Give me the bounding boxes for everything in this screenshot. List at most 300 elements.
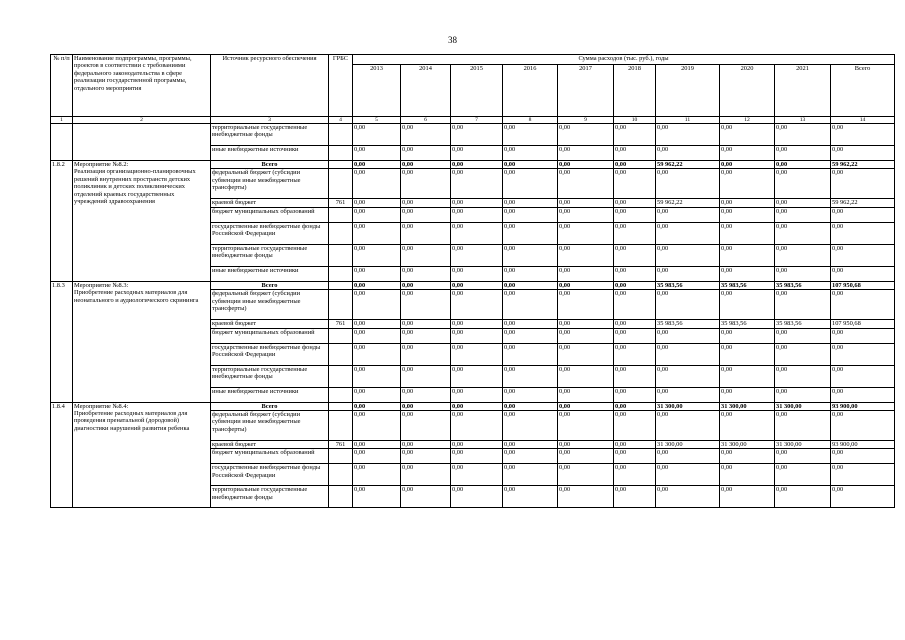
amount-cell: 0,00: [720, 161, 775, 169]
grbs-code: [329, 402, 353, 410]
column-number-row: [51, 117, 895, 124]
grbs-code: [329, 207, 353, 222]
amount-cell: 0,00: [558, 207, 614, 222]
amount-cell: 0,00: [656, 449, 720, 464]
amount-cell: 0,00: [775, 146, 831, 161]
amount-cell: 0,00: [656, 207, 720, 222]
grbs-code: [329, 464, 353, 486]
amount-cell: 0,00: [656, 146, 720, 161]
amount-cell: 0,00: [775, 244, 831, 266]
amount-cell: 0,00: [720, 387, 775, 402]
amount-cell: 31 300,00: [720, 441, 775, 449]
amount-cell: 0,00: [831, 146, 895, 161]
item-name-cell: [73, 402, 211, 508]
amount-cell: 31 300,00: [656, 402, 720, 410]
amount-cell: 0,00: [558, 290, 614, 320]
amount-cell: 0,00: [558, 124, 614, 146]
amount-cell: 59 962,22: [656, 161, 720, 169]
amount-cell: 0,00: [558, 387, 614, 402]
amount-cell: 0,00: [720, 343, 775, 365]
amount-cell: 0,00: [656, 411, 720, 441]
column-number: 13: [775, 117, 831, 124]
table-row: [51, 281, 895, 289]
grbs-code: 761: [329, 441, 353, 449]
item-description: Приобретение расходных материалов для неонатального и аудиологического скрининга: [74, 289, 199, 304]
amount-cell: 0,00: [503, 146, 558, 161]
amount-cell: 0,00: [401, 281, 451, 289]
amount-cell: 0,00: [720, 328, 775, 343]
amount-cell: 0,00: [720, 449, 775, 464]
amount-cell: 0,00: [401, 199, 451, 207]
amount-cell: 0,00: [558, 281, 614, 289]
grbs-code: [329, 244, 353, 266]
amount-cell: 31 300,00: [720, 402, 775, 410]
amount-cell: 0,00: [503, 320, 558, 328]
amount-cell: 0,00: [353, 328, 401, 343]
amount-cell: 0,00: [558, 411, 614, 441]
amount-cell: 0,00: [353, 290, 401, 320]
amount-cell: 0,00: [558, 320, 614, 328]
amount-cell: 0,00: [401, 411, 451, 441]
amount-cell: 0,00: [614, 146, 656, 161]
amount-cell: 0,00: [720, 464, 775, 486]
amount-cell: 0,00: [775, 411, 831, 441]
amount-cell: 0,00: [401, 328, 451, 343]
amount-cell: 35 983,56: [656, 281, 720, 289]
funding-source: Всего: [211, 161, 329, 169]
amount-cell: 0,00: [614, 365, 656, 387]
grbs-code: [329, 411, 353, 441]
amount-cell: 0,00: [558, 449, 614, 464]
amount-cell: 0,00: [558, 161, 614, 169]
amount-cell: 0,00: [503, 486, 558, 508]
amount-cell: 0,00: [503, 124, 558, 146]
amount-cell: 0,00: [614, 320, 656, 328]
amount-cell: 0,00: [353, 281, 401, 289]
column-number: 3: [211, 117, 329, 124]
funding-source: территориальные государственные внебюджетные фонды: [211, 486, 329, 508]
amount-cell: 0,00: [720, 124, 775, 146]
amount-cell: 0,00: [831, 343, 895, 365]
amount-cell: 35 983,56: [656, 320, 720, 328]
amount-cell: 0,00: [831, 290, 895, 320]
header-col-grbs: ГРБС: [329, 55, 353, 117]
amount-cell: 0,00: [451, 402, 503, 410]
amount-cell: 0,00: [656, 486, 720, 508]
grbs-code: 761: [329, 320, 353, 328]
amount-cell: 0,00: [401, 486, 451, 508]
amount-cell: 0,00: [720, 411, 775, 441]
amount-cell: 0,00: [503, 207, 558, 222]
funding-source: федеральный бюджет (субсидии субвенции иные межбюджетные трансферты): [211, 169, 329, 199]
amount-cell: 0,00: [558, 365, 614, 387]
grbs-code: [329, 169, 353, 199]
amount-cell: 0,00: [503, 161, 558, 169]
amount-cell: 0,00: [451, 320, 503, 328]
funding-source: государственные внебюджетные фонды Российской Федерации: [211, 464, 329, 486]
amount-cell: 0,00: [614, 169, 656, 199]
header-year: 2015: [451, 65, 503, 117]
amount-cell: 0,00: [353, 449, 401, 464]
amount-cell: 0,00: [558, 244, 614, 266]
amount-cell: 0,00: [451, 169, 503, 199]
column-number: 11: [656, 117, 720, 124]
amount-cell: 0,00: [451, 486, 503, 508]
amount-cell: 0,00: [656, 328, 720, 343]
amount-cell: 0,00: [831, 486, 895, 508]
grbs-code: [329, 387, 353, 402]
amount-cell: 0,00: [401, 290, 451, 320]
amount-cell: 31 300,00: [656, 441, 720, 449]
item-description: Приобретение расходных материалов для проведения пренатальной (дородовой) диагностики нарушений развития ребенка: [74, 410, 190, 432]
amount-cell: 0,00: [401, 365, 451, 387]
amount-cell: 0,00: [451, 343, 503, 365]
amount-cell: 0,00: [614, 402, 656, 410]
item-title: Мероприятие №8.4:: [74, 402, 129, 410]
amount-cell: 0,00: [656, 464, 720, 486]
column-number: 4: [329, 117, 353, 124]
amount-cell: 0,00: [614, 266, 656, 281]
amount-cell: 0,00: [401, 161, 451, 169]
amount-cell: 0,00: [720, 146, 775, 161]
amount-cell: 0,00: [503, 387, 558, 402]
column-number: 7: [451, 117, 503, 124]
amount-cell: 0,00: [775, 290, 831, 320]
amount-cell: 0,00: [353, 402, 401, 410]
amount-cell: 0,00: [353, 486, 401, 508]
amount-cell: 0,00: [503, 402, 558, 410]
amount-cell: 0,00: [775, 169, 831, 199]
funding-source: Всего: [211, 402, 329, 410]
amount-cell: 0,00: [614, 343, 656, 365]
grbs-code: [329, 365, 353, 387]
amount-cell: 0,00: [401, 222, 451, 244]
amount-cell: 0,00: [353, 199, 401, 207]
item-title: Мероприятие №8.3:: [74, 281, 129, 289]
amount-cell: 0,00: [353, 266, 401, 281]
column-number: 8: [503, 117, 558, 124]
amount-cell: 0,00: [831, 411, 895, 441]
amount-cell: 0,00: [831, 244, 895, 266]
funding-source: федеральный бюджет (субсидии субвенции иные межбюджетные трансферты): [211, 411, 329, 441]
amount-cell: 0,00: [720, 169, 775, 199]
amount-cell: 0,00: [656, 387, 720, 402]
grbs-code: [329, 281, 353, 289]
amount-cell: 107 950,68: [831, 281, 895, 289]
amount-cell: 0,00: [558, 402, 614, 410]
amount-cell: 31 300,00: [775, 441, 831, 449]
amount-cell: 0,00: [353, 320, 401, 328]
funding-source: федеральный бюджет (субсидии субвенции иные межбюджетные трансферты): [211, 290, 329, 320]
amount-cell: 0,00: [401, 146, 451, 161]
amount-cell: 0,00: [353, 124, 401, 146]
amount-cell: 0,00: [451, 207, 503, 222]
amount-cell: 0,00: [656, 266, 720, 281]
amount-cell: 35 983,56: [775, 320, 831, 328]
header-year: Всего: [831, 65, 895, 117]
amount-cell: 59 962,22: [831, 199, 895, 207]
amount-cell: 0,00: [831, 387, 895, 402]
amount-cell: 0,00: [451, 441, 503, 449]
grbs-code: [329, 222, 353, 244]
amount-cell: 0,00: [775, 124, 831, 146]
funding-source: государственные внебюджетные фонды Российской Федерации: [211, 343, 329, 365]
amount-cell: 0,00: [451, 124, 503, 146]
amount-cell: 0,00: [558, 486, 614, 508]
grbs-code: [329, 486, 353, 508]
amount-cell: 0,00: [720, 266, 775, 281]
amount-cell: 0,00: [775, 387, 831, 402]
amount-cell: 0,00: [614, 124, 656, 146]
table-body: [51, 124, 895, 508]
funding-source: краевой бюджет: [211, 199, 329, 207]
amount-cell: 0,00: [614, 207, 656, 222]
grbs-code: [329, 124, 353, 146]
amount-cell: 0,00: [775, 365, 831, 387]
amount-cell: 0,00: [353, 411, 401, 441]
amount-cell: 0,00: [775, 449, 831, 464]
column-number: 12: [720, 117, 775, 124]
amount-cell: 0,00: [775, 486, 831, 508]
item-title: Мероприятие №8.2:: [74, 161, 129, 168]
budget-table: [50, 54, 895, 508]
funding-source: территориальные государственные внебюджетные фонды: [211, 365, 329, 387]
amount-cell: 0,00: [558, 169, 614, 199]
amount-cell: 0,00: [614, 244, 656, 266]
amount-cell: 0,00: [720, 244, 775, 266]
amount-cell: 93 900,00: [831, 402, 895, 410]
amount-cell: 0,00: [451, 290, 503, 320]
amount-cell: 0,00: [720, 486, 775, 508]
amount-cell: 0,00: [614, 161, 656, 169]
amount-cell: 0,00: [451, 161, 503, 169]
amount-cell: 0,00: [353, 146, 401, 161]
amount-cell: 0,00: [503, 365, 558, 387]
amount-cell: 0,00: [614, 441, 656, 449]
amount-cell: 0,00: [614, 290, 656, 320]
amount-cell: 0,00: [831, 169, 895, 199]
amount-cell: 0,00: [775, 328, 831, 343]
grbs-code: [329, 449, 353, 464]
amount-cell: 0,00: [831, 266, 895, 281]
amount-cell: 59 962,22: [656, 199, 720, 207]
header-sum-group: Сумма расходов (тыс. руб.), годы: [353, 55, 895, 65]
amount-cell: 0,00: [831, 449, 895, 464]
amount-cell: 0,00: [831, 365, 895, 387]
funding-source: краевой бюджет: [211, 441, 329, 449]
column-number: 14: [831, 117, 895, 124]
amount-cell: 93 900,00: [831, 441, 895, 449]
amount-cell: 0,00: [831, 222, 895, 244]
amount-cell: 0,00: [558, 441, 614, 449]
amount-cell: 0,00: [503, 411, 558, 441]
amount-cell: 0,00: [451, 266, 503, 281]
amount-cell: 0,00: [614, 464, 656, 486]
amount-cell: 0,00: [503, 464, 558, 486]
grbs-code: [329, 290, 353, 320]
grbs-code: [329, 146, 353, 161]
amount-cell: 0,00: [353, 343, 401, 365]
amount-cell: 0,00: [451, 365, 503, 387]
amount-cell: 31 300,00: [775, 402, 831, 410]
funding-source: краевой бюджет: [211, 320, 329, 328]
amount-cell: 0,00: [401, 402, 451, 410]
amount-cell: 0,00: [451, 464, 503, 486]
amount-cell: 0,00: [401, 169, 451, 199]
table-header: [51, 55, 895, 124]
amount-cell: 0,00: [614, 411, 656, 441]
header-row-1: [51, 55, 895, 65]
amount-cell: 0,00: [353, 464, 401, 486]
amount-cell: 0,00: [353, 244, 401, 266]
amount-cell: 0,00: [401, 449, 451, 464]
amount-cell: 0,00: [503, 441, 558, 449]
amount-cell: 0,00: [353, 161, 401, 169]
amount-cell: 0,00: [614, 486, 656, 508]
amount-cell: 0,00: [451, 387, 503, 402]
amount-cell: 0,00: [720, 365, 775, 387]
funding-source: иные внебюджетные источники: [211, 387, 329, 402]
column-number: 2: [73, 117, 211, 124]
amount-cell: 0,00: [451, 199, 503, 207]
amount-cell: 0,00: [401, 207, 451, 222]
header-year: 2021: [775, 65, 831, 117]
amount-cell: 0,00: [503, 328, 558, 343]
amount-cell: 0,00: [775, 222, 831, 244]
header-year: 2020: [720, 65, 775, 117]
amount-cell: 0,00: [656, 169, 720, 199]
amount-cell: 0,00: [503, 199, 558, 207]
amount-cell: 0,00: [558, 199, 614, 207]
amount-cell: 0,00: [353, 387, 401, 402]
amount-cell: 0,00: [558, 328, 614, 343]
grbs-code: [329, 343, 353, 365]
amount-cell: 0,00: [720, 199, 775, 207]
amount-cell: 35 983,56: [775, 281, 831, 289]
header-year: 2017: [558, 65, 614, 117]
amount-cell: 0,00: [614, 449, 656, 464]
table-row: [51, 161, 895, 169]
amount-cell: 0,00: [353, 169, 401, 199]
amount-cell: 0,00: [656, 124, 720, 146]
funding-source: иные внебюджетные источники: [211, 146, 329, 161]
amount-cell: 0,00: [353, 222, 401, 244]
column-number: 10: [614, 117, 656, 124]
item-number: 1.8.2: [51, 161, 73, 282]
amount-cell: 0,00: [401, 343, 451, 365]
amount-cell: 0,00: [831, 207, 895, 222]
amount-cell: 35 983,56: [720, 281, 775, 289]
item-name-cell: [73, 281, 211, 402]
funding-source: Всего: [211, 281, 329, 289]
amount-cell: 0,00: [656, 365, 720, 387]
header-col-no: № п/п: [51, 55, 73, 117]
header-year: 2013: [353, 65, 401, 117]
amount-cell: 0,00: [558, 266, 614, 281]
amount-cell: 0,00: [503, 266, 558, 281]
amount-cell: 0,00: [353, 441, 401, 449]
item-number: 1.8.3: [51, 281, 73, 402]
amount-cell: 0,00: [614, 222, 656, 244]
column-number: 5: [353, 117, 401, 124]
column-number: 1: [51, 117, 73, 124]
amount-cell: 0,00: [720, 290, 775, 320]
amount-cell: 59 962,22: [831, 161, 895, 169]
amount-cell: 0,00: [451, 146, 503, 161]
amount-cell: 0,00: [451, 281, 503, 289]
amount-cell: 0,00: [614, 387, 656, 402]
amount-cell: 0,00: [451, 244, 503, 266]
table-row: [51, 124, 895, 146]
amount-cell: 0,00: [451, 449, 503, 464]
amount-cell: 0,00: [720, 222, 775, 244]
item-number: [51, 124, 73, 161]
item-number: 1.8.4: [51, 402, 73, 508]
amount-cell: 0,00: [656, 222, 720, 244]
amount-cell: 0,00: [656, 290, 720, 320]
amount-cell: 0,00: [401, 464, 451, 486]
funding-source: бюджет муниципальных образований: [211, 449, 329, 464]
amount-cell: 0,00: [503, 449, 558, 464]
amount-cell: 0,00: [720, 207, 775, 222]
grbs-code: 761: [329, 199, 353, 207]
amount-cell: 107 950,68: [831, 320, 895, 328]
amount-cell: 0,00: [775, 199, 831, 207]
header-col-source: Источник ресурсного обеспечения: [211, 55, 329, 117]
amount-cell: 0,00: [558, 146, 614, 161]
amount-cell: 0,00: [503, 343, 558, 365]
funding-source: территориальные государственные внебюджетные фонды: [211, 244, 329, 266]
amount-cell: 0,00: [503, 169, 558, 199]
amount-cell: 0,00: [614, 328, 656, 343]
amount-cell: 0,00: [775, 161, 831, 169]
item-name-cell: [73, 161, 211, 282]
page-number: 38: [448, 35, 457, 45]
amount-cell: 0,00: [451, 328, 503, 343]
amount-cell: 0,00: [401, 266, 451, 281]
amount-cell: 0,00: [401, 387, 451, 402]
amount-cell: 0,00: [656, 343, 720, 365]
amount-cell: 0,00: [775, 266, 831, 281]
amount-cell: 0,00: [558, 464, 614, 486]
amount-cell: 0,00: [401, 441, 451, 449]
amount-cell: 0,00: [503, 281, 558, 289]
amount-cell: 0,00: [775, 343, 831, 365]
amount-cell: 0,00: [558, 343, 614, 365]
item-description: Реализация организационно-планировочных решений внутренних пространств детских поликлиник и детских поликлинических отделений краевых государственных учреждений здравоохранения: [74, 168, 196, 206]
header-year: 2019: [656, 65, 720, 117]
header-year: 2014: [401, 65, 451, 117]
amount-cell: 0,00: [831, 328, 895, 343]
table-row: [51, 402, 895, 410]
header-year: 2016: [503, 65, 558, 117]
amount-cell: 0,00: [831, 464, 895, 486]
amount-cell: 0,00: [353, 365, 401, 387]
amount-cell: 0,00: [401, 124, 451, 146]
amount-cell: 0,00: [614, 281, 656, 289]
funding-source: государственные внебюджетные фонды Российской Федерации: [211, 222, 329, 244]
amount-cell: 0,00: [831, 124, 895, 146]
grbs-code: [329, 266, 353, 281]
column-number: 9: [558, 117, 614, 124]
funding-source: бюджет муниципальных образований: [211, 207, 329, 222]
amount-cell: 0,00: [614, 199, 656, 207]
funding-source: бюджет муниципальных образований: [211, 328, 329, 343]
amount-cell: 0,00: [558, 222, 614, 244]
item-name-cell: [73, 124, 211, 161]
amount-cell: 0,00: [503, 222, 558, 244]
amount-cell: 0,00: [656, 244, 720, 266]
